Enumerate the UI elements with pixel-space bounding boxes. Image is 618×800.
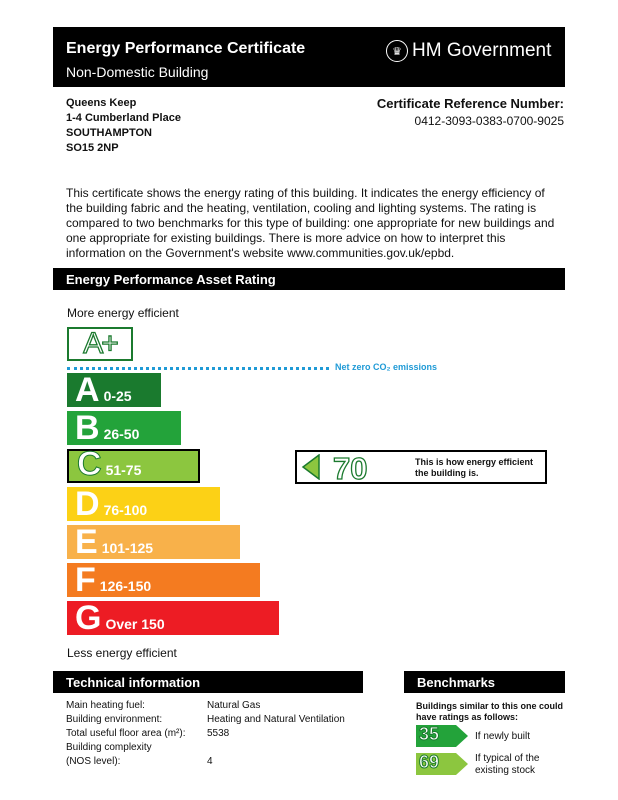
benchmarks-heading [404,671,565,693]
benchmark-new-value: 35 [419,724,440,744]
certificate-subtitle: Non-Domestic Building [66,64,209,80]
band-letter: D [75,485,100,523]
rating-arrow-icon [301,454,321,480]
tech-row-key: Total useful floor area (m²): [66,728,186,739]
band-range: 26-50 [103,426,140,442]
gov-logo-text: HM Government [412,40,552,61]
benchmark-new-arrow [416,725,468,747]
asset-rating-heading [53,268,565,290]
band-range: 101-125 [101,540,154,556]
tech-row-key: Main heating fuel: [66,700,145,711]
band-g [67,601,279,635]
band-range: Over 150 [105,616,165,632]
benchmarks-heading-text: Benchmarks [417,674,496,690]
band-letter: A [75,371,100,409]
asset-rating-heading-text: Energy Performance Asset Rating [66,271,276,287]
net-zero-label: Net zero CO₂ emissions [335,362,438,372]
building-rating-indicator [295,450,547,484]
aplus-label: A+ [83,327,117,360]
address-line: SO15 2NP [66,142,119,154]
benchmark-existing-label: If typical of the existing stock [475,753,540,776]
less-efficient-label: Less energy efficient [67,646,177,660]
benchmark-new-label: If newly built [475,731,531,742]
band-a [67,373,161,407]
certificate-reference-number: 0412-3093-0383-0700-9025 [414,114,564,128]
rating-caption: This is how energy efficient the building is. [415,457,534,478]
band-letter: E [75,523,98,561]
intro-paragraph: This certificate shows the energy rating of this building. It indicates the energy efficiency of the building fabric and the heating, ventilation, cooling and lighting systems. The rating is compared to two benchmarks for this type of building: one appropriate for new buildings and one appropriate for existing buildings. There is more advice on how to interpret this information on the Government's website www.communities.gov.uk/epbd. [66,186,555,260]
technical-info-heading [53,671,363,693]
band-range: 76-100 [103,502,148,518]
band-f [67,563,260,597]
net-zero-line [67,367,329,370]
technical-info-heading-text: Technical information [66,674,201,690]
band-range: 126-150 [99,578,152,594]
address-line: Queens Keep [66,97,137,109]
benchmark-existing-arrow [416,753,468,775]
tech-row-key: (NOS level): [66,756,121,767]
band-d [67,487,220,521]
rating-value: 70 [333,451,368,486]
band-b [67,411,181,445]
benchmark-existing-value: 69 [419,752,440,772]
certificate-reference [330,96,564,128]
building-address [66,96,181,156]
band-c [67,445,200,483]
band-letter: F [75,561,96,599]
tech-row-value: 5538 [207,728,230,739]
certificate-header [53,27,565,87]
address-line: 1-4 Cumberland Place [66,112,181,124]
tech-row-value: 4 [207,756,213,767]
band-letter: C [77,445,102,483]
certificate-reference-label: Certificate Reference Number: [376,96,564,111]
aplus-band [67,327,133,361]
benchmarks-note: Buildings similar to this one could have ratings as follows: [416,701,564,722]
band-e [67,525,240,559]
tech-row-value: Heating and Natural Ventilation [207,714,345,725]
band-letter: B [75,409,100,447]
band-range: 51-75 [105,462,142,478]
hm-government-logo [386,40,551,62]
band-letter: G [75,599,102,637]
tech-row-key: Building complexity [66,742,152,753]
royal-crest-icon: ♛ [386,40,408,62]
more-efficient-label: More energy efficient [67,306,179,320]
address-line: SOUTHAMPTON [66,127,152,139]
band-range: 0-25 [103,388,132,404]
tech-row-key: Building environment: [66,714,163,725]
certificate-title: Energy Performance Certificate [66,40,306,57]
tech-row-value: Natural Gas [207,700,261,711]
